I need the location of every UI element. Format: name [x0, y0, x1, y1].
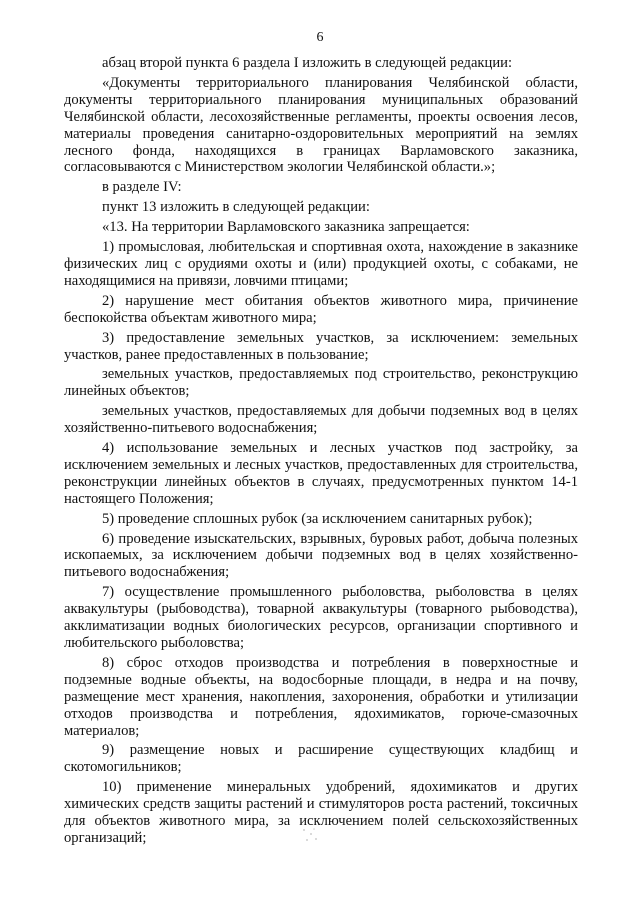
paragraph: 6) проведение изыскательских, взрывных, буровых работ, добыча полезных ископаемых, за исключением добычи подземных вод в целях хозяйственно-питьевого водоснабжения;: [64, 530, 578, 581]
document-body: [64, 55, 578, 850]
paragraph: 2) нарушение мест обитания объектов животного мира, причинение беспокойства объектам животного мира;: [64, 292, 578, 326]
paragraph: 5) проведение сплошных рубок (за исключением санитарных рубок);: [102, 510, 533, 527]
paragraph: 4) использование земельных и лесных участков под застройку, за исключением земельных и лесных участков, предоставленных для строительства, реконструкции линейных объектов в случаях, предусмотренных пунктом 14-1 настоящего Положения;: [64, 440, 578, 507]
paragraph: земельных участков, предоставляемых под строительство, реконструкцию линейных объектов;: [64, 366, 578, 400]
page-number: 6: [316, 30, 324, 45]
paragraph: в разделе IV:: [102, 179, 182, 196]
paragraph: 7) осуществление промышленного рыболовства, рыболовства в целях аквакультуры (рыбоводства), товарной аквакультуры (товарного рыбоводства), акклиматизации водных биологических ресурсов, организации спортивного и любительского рыболовства;: [64, 584, 578, 651]
paragraph: 10) применение минеральных удобрений, ядохимикатов и других химических средств защиты растений и стимуляторов роста растений, токсичных для объектов животного мира, за исключением полей сельскохозяйственных организаций;: [64, 779, 578, 846]
paragraph: абзац второй пункта 6 раздела I изложить в следующей редакции:: [102, 55, 513, 71]
paragraph: 8) сброс отходов производства и потребления в поверхностные и подземные водные объекты, на водосборные площади, в недра и на почву, размещение мест хранения, накопления, захоронения, обработки и утилизации отходов производства и потребления, ядохимикатов, горюче-смазочных материалов;: [64, 654, 578, 739]
paragraph: земельных участков, предоставляемых для добычи подземных вод в целях хозяйственно-питьевого водоснабжения;: [64, 403, 578, 437]
paragraph: 3) предоставление земельных участков, за исключением: земельных участков, ранее предоставленных в пользование;: [64, 329, 578, 363]
paragraph: 9) размещение новых и расширение существующих кладбищ и скотомогильников;: [64, 742, 578, 776]
paragraph: «Документы территориального планирования Челябинской области, документы территориального планирования муниципальных образований Челябинской области, лесохозяйственные регламенты, проекты освоения лесов, материалы проведения санитарно-оздоровительных мероприятий на землях лесного фонда, находящихся в границах Варламовского заказника, согласовываются с Министерством экологии Челябинской области.»;: [64, 74, 578, 176]
paragraph: «13. На территории Варламовского заказника запрещается:: [102, 219, 470, 236]
paragraph: 1) промысловая, любительская и спортивная охота, нахождение в заказнике физических лиц с орудиями охоты и (или) продукцией охоты, с собаками, не находящимися на привязи, ловчими птицами;: [64, 239, 578, 289]
scan-speck-mark: [300, 826, 322, 846]
paragraph: пункт 13 изложить в следующей редакции:: [102, 199, 370, 216]
